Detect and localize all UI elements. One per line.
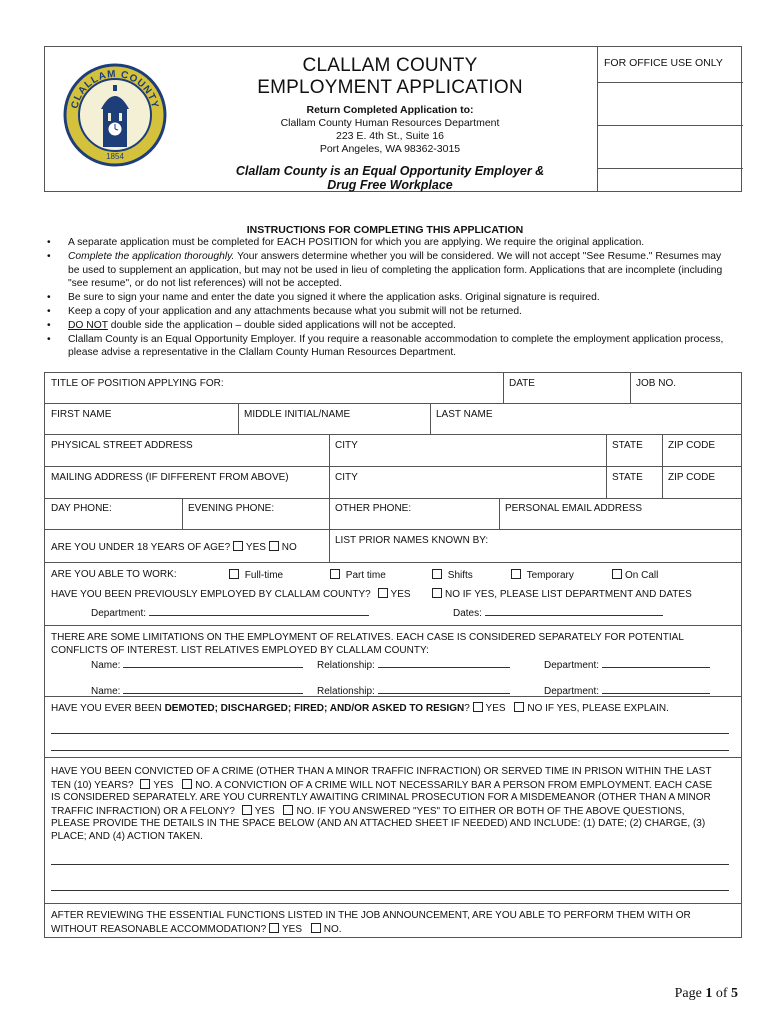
zip-label: ZIP CODE <box>668 472 716 483</box>
prev-employed-no <box>432 588 692 601</box>
instruction-item <box>47 250 727 291</box>
under-18-question <box>51 541 297 554</box>
relationship-label: Relationship: <box>317 686 375 697</box>
crime-question <box>51 779 712 792</box>
details-line[interactable] <box>51 890 729 891</box>
no-label: NO IF YES, PLEASE LIST DEPARTMENT AND DATES <box>445 589 692 600</box>
no-label: NO. <box>323 924 342 935</box>
instruction-emphasis: Complete the application thoroughly. <box>68 250 235 262</box>
return-heading: Return Completed Application to: <box>306 104 474 116</box>
svg-text:CLALLAM COUNTY: CLALLAM COUNTY <box>69 68 161 110</box>
yes-label: YES <box>254 806 275 817</box>
page-title: EMPLOYMENT APPLICATION <box>257 77 523 98</box>
city-label: CITY <box>335 472 358 483</box>
dates-input[interactable] <box>485 606 663 616</box>
department-label: Department: <box>544 686 600 697</box>
temporary-checkbox[interactable] <box>511 569 521 579</box>
instruction-text: Clallam County is an Equal Opportunity Employer. If you require a reasonable accommodation to complete the employment application process, please advise a representative in the Clallam County Human Resources Department. <box>68 333 724 359</box>
instruction-text: A separate application must be completed for EACH POSITION for which you are applying. We require the original application. <box>68 237 645 248</box>
department-label: Department: <box>91 608 147 619</box>
relationship-field <box>317 658 510 672</box>
option-label: Full-time <box>244 570 284 581</box>
application-form <box>44 372 742 938</box>
option-label: Shifts <box>447 570 473 581</box>
instruction-item <box>47 333 727 361</box>
no-label: NO IF YES, PLEASE EXPLAIN. <box>527 703 669 714</box>
address-line: 223 E. 4th St., Suite 16 <box>336 130 444 142</box>
name-label: Name: <box>91 686 121 697</box>
last-name-label: LAST NAME <box>436 409 493 420</box>
page-current: 1 <box>705 986 713 1001</box>
relationship-input[interactable] <box>378 684 510 694</box>
relative-name-field <box>91 684 303 698</box>
no-label: NO <box>281 542 297 553</box>
county-name: CLALLAM COUNTY <box>302 55 478 76</box>
prosecution-question <box>51 805 685 818</box>
page-total: 5 <box>731 986 738 1001</box>
dates-field <box>453 606 663 620</box>
full-time-option <box>229 569 283 582</box>
demoted-label-bold: DEMOTED; DISCHARGED; FIRED; AND/OR ASKED TO RESIGN <box>164 703 465 714</box>
crime-text: PLACE; AND (4) ACTION TAKEN. <box>51 831 203 842</box>
office-use-box <box>597 47 743 192</box>
state-label: STATE <box>612 472 643 483</box>
relative-department-field <box>544 658 710 672</box>
full-time-checkbox[interactable] <box>229 569 239 579</box>
previously-employed-question <box>51 588 411 601</box>
instruction-text: Your answers determine whether you will be considered. We will not accept "See Resume." Resumes may be used to supplement an application, but may not be used in lieu of completing the application form. Applications that are incomplete (including "see resume", or do not list references) will not be accepted. <box>68 250 723 290</box>
relationship-label: Relationship: <box>317 660 375 671</box>
physical-address-label: PHYSICAL STREET ADDRESS <box>51 440 193 451</box>
demoted-yes-checkbox[interactable] <box>473 702 483 712</box>
prior-names-label: LIST PRIOR NAMES KNOWN BY: <box>335 535 489 546</box>
address-line: Clallam County Human Resources Department <box>280 117 500 129</box>
prev-employed-no-checkbox[interactable] <box>432 588 442 598</box>
yes-label: YES <box>282 924 303 935</box>
page-number <box>675 986 738 1002</box>
department-label: Department: <box>544 660 600 671</box>
instruction-item <box>47 236 727 250</box>
zip-label: ZIP CODE <box>668 440 716 451</box>
eeo-statement <box>185 164 595 192</box>
explain-line[interactable] <box>51 733 729 734</box>
county-seal-logo <box>63 63 167 167</box>
crime-text: IS CONSIDERED SEPARATELY. ARE YOU CURRENTLY AWAITING CRIMINAL PROSECUTION FOR A MISDEMEANOR (OTHER THAN A MINOR <box>51 792 711 803</box>
demoted-label: HAVE YOU EVER BEEN <box>51 703 165 714</box>
under-18-no-checkbox[interactable] <box>269 541 279 551</box>
relatives-text: THERE ARE SOME LIMITATIONS ON THE EMPLOYMENT OF RELATIVES. EACH CASE IS CONSIDERED SEPARATELY FOR POTENTIAL <box>51 632 684 643</box>
department-input[interactable] <box>149 606 369 616</box>
part-time-checkbox[interactable] <box>330 569 340 579</box>
job-no-label: JOB NO. <box>636 378 677 389</box>
instruction-emphasis: DO NOT <box>68 319 108 331</box>
city-label: CITY <box>335 440 358 451</box>
eeo-line: Drug Free Workplace <box>327 178 453 192</box>
prosecution-no-checkbox[interactable] <box>283 805 293 815</box>
instruction-item <box>47 319 727 333</box>
under-18-yes-checkbox[interactable] <box>233 541 243 551</box>
demoted-question <box>51 702 669 715</box>
crime-yes-checkbox[interactable] <box>140 779 150 789</box>
name-label: Name: <box>91 660 121 671</box>
instruction-item <box>47 291 727 305</box>
relative-name-field <box>91 658 303 672</box>
date-label: DATE <box>509 378 535 389</box>
evening-phone-label: EVENING PHONE: <box>188 503 275 514</box>
instruction-item <box>47 305 727 319</box>
essential-label: WITHOUT REASONABLE ACCOMMODATION? <box>51 924 267 935</box>
address-line: Port Angeles, WA 98362-3015 <box>319 143 461 155</box>
office-use-row <box>598 83 743 126</box>
page-prefix: Page <box>674 986 706 1001</box>
crime-label: TRAFFIC INFRACTION) OR A FELONY? <box>51 806 235 817</box>
crime-text: PLEASE PROVIDE THE DETAILS IN THE SPACE BELOW (AND AN ATTACHED SHEET IF NEEDED) AND INCLUDE: (1) DATE; (2) CHARGE, (3) <box>51 818 706 829</box>
relatives-text: CONFLICTS OF INTEREST. LIST RELATIVES EMPLOYED BY CLALLAM COUNTY: <box>51 645 429 656</box>
yes-label: YES <box>153 780 174 791</box>
state-label: STATE <box>612 440 643 451</box>
essential-question <box>51 923 342 936</box>
no-label: NO. A CONVICTION OF A CRIME WILL NOT NECESSARILY BAR A PERSON FROM EMPLOYMENT. EACH CASE <box>195 780 713 791</box>
yes-label: YES <box>485 703 506 714</box>
relative-department-input[interactable] <box>602 684 710 694</box>
page-of: of <box>712 986 731 1001</box>
shifts-option <box>432 569 473 582</box>
relative-name-input[interactable] <box>123 658 303 668</box>
prev-employed-yes-checkbox[interactable] <box>378 588 388 598</box>
instruction-text: Be sure to sign your name and enter the date you signed it where the application asks. Original signature is required. <box>68 292 600 304</box>
temporary-option <box>511 569 574 582</box>
essential-text: AFTER REVIEWING THE ESSENTIAL FUNCTIONS LISTED IN THE JOB ANNOUNCEMENT, ARE YOU ABLE TO PERFORM THEM WITH OR <box>51 910 691 921</box>
details-line[interactable] <box>51 864 729 865</box>
explain-line[interactable] <box>51 750 729 751</box>
shifts-checkbox[interactable] <box>432 569 442 579</box>
eeo-line: Clallam County is an Equal Opportunity Employer & <box>235 164 545 178</box>
yes-label: YES <box>245 542 266 553</box>
office-use-label: FOR OFFICE USE ONLY <box>598 47 743 83</box>
under-18-label: ARE YOU UNDER 18 YEARS OF AGE? <box>51 542 231 553</box>
relationship-field <box>317 684 510 698</box>
relationship-input[interactable] <box>378 658 510 668</box>
no-label: NO. IF YOU ANSWERED "YES" TO EITHER OR BOTH OF THE ABOVE QUESTIONS, <box>296 806 685 817</box>
office-use-row <box>598 126 743 169</box>
relative-department-field <box>544 684 710 698</box>
instruction-text: Keep a copy of your application and any attachments because what you submit will not be returned. <box>68 305 522 317</box>
relative-department-input[interactable] <box>602 658 710 668</box>
option-label: Part time <box>345 570 386 581</box>
option-label: Temporary <box>526 570 574 581</box>
on-call-option <box>612 569 658 582</box>
crime-no-checkbox[interactable] <box>182 779 192 789</box>
first-name-label: FIRST NAME <box>51 409 112 420</box>
crime-label: TEN (10) YEARS? <box>51 780 134 791</box>
demoted-label: ? <box>464 703 470 714</box>
part-time-option <box>330 569 386 582</box>
essential-no-checkbox[interactable] <box>311 923 321 933</box>
able-to-work-label: ARE YOU ABLE TO WORK: <box>51 569 177 580</box>
mailing-address-label: MAILING ADDRESS (IF DIFFERENT FROM ABOVE) <box>51 472 289 483</box>
on-call-checkbox[interactable] <box>612 569 622 579</box>
office-use-row <box>598 169 743 191</box>
header-box <box>44 46 742 192</box>
instruction-text: double side the application – double sided applications will not be accepted. <box>107 319 456 331</box>
middle-name-label: MIDDLE INITIAL/NAME <box>244 409 351 420</box>
department-field <box>91 606 369 620</box>
crime-text: HAVE YOU BEEN CONVICTED OF A CRIME (OTHER THAN A MINOR TRAFFIC INFRACTION) OR SERVED TIME IN PRISON WITHIN THE LAST <box>51 766 712 777</box>
instructions-list <box>47 236 727 360</box>
svg-text:1854: 1854 <box>106 152 124 161</box>
instructions-title: INSTRUCTIONS FOR COMPLETING THIS APPLICATION <box>246 224 524 236</box>
yes-label: YES <box>390 589 411 600</box>
option-label: On Call <box>625 570 659 581</box>
email-label: PERSONAL EMAIL ADDRESS <box>505 503 643 514</box>
prev-employed-label: HAVE YOU BEEN PREVIOUSLY EMPLOYED BY CLALLAM COUNTY? <box>51 589 371 600</box>
dates-label: Dates: <box>453 608 482 619</box>
demoted-no-checkbox[interactable] <box>514 702 524 712</box>
relative-name-input[interactable] <box>123 684 303 694</box>
other-phone-label: OTHER PHONE: <box>335 503 412 514</box>
prosecution-yes-checkbox[interactable] <box>242 805 252 815</box>
title-position-label: TITLE OF POSITION APPLYING FOR: <box>51 378 224 389</box>
essential-yes-checkbox[interactable] <box>269 923 279 933</box>
day-phone-label: DAY PHONE: <box>51 503 112 514</box>
